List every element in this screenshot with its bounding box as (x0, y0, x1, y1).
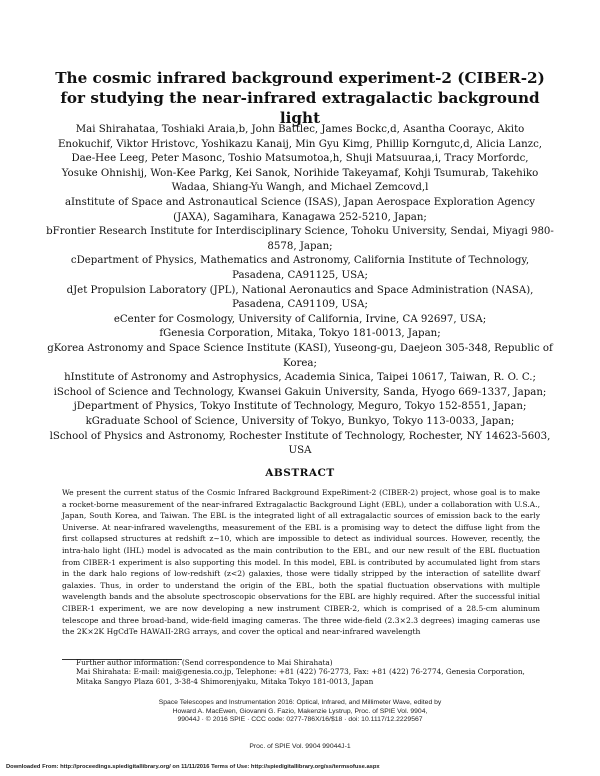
affiliation-f: fGenesia Corporation, Mitaka, Tokyo 181-0013, Japan; (159, 328, 441, 340)
affiliation-c: cDepartment of Physics, Mathematics and Astronomy, California Institute of Technology, Pasadena, CA91125, USA; (70, 255, 530, 281)
affiliation-e: eCenter for Cosmology, University of California, Irvine, CA 92697, USA; (113, 313, 487, 325)
proceedings-line-2: Howard A. MacEwen, Giovanni G. Fazio, Makenzie Lystrup, Proc. of SPIE Vol. 9904, (172, 707, 428, 715)
title-line-2: for studying the near-infrared extragalactic background light (60, 89, 540, 127)
affiliation-b: bFrontier Research Institute for Interdisciplinary Science, Tohoku University, Sendai, Miyagi 980-8578, Japan; (46, 226, 554, 252)
page-number: Proc. of SPIE Vol. 9904 99044J-1 (249, 743, 351, 750)
abstract-body: We present the current status of the Cosmic Infrared Background ExpeRiment-2 (CIBER-2) project, whose goal is to make a rocket-borne measurement of the near-infrared Extragalactic Background Light (EBL), under a collaboration with U.S.A., Japan, South Korea, and Taiwan. The EBL is the integrated light of all extragalactic sources of emission back to the early Universe. At near-infrared wavelengths, measurement of the EBL is a promising way to detect the diffuse light from the first collapsed structures at redshift z~10, which are impossible to detect as individual sources. However, recently, the intra-halo light (IHL) model is advocated as the main contribution to the EBL, and our new result of the EBL fluctuation from CIBER-1 experiment is also supporting this model. In this model, EBL is contributed by accumulated light from stars in the dark halo regions of low-redshift (z<2) galaxies, those were tidally stripped by the interaction of satellite dwarf galaxies. Thus, in order to understand the origin of the EBL, both the spatial fluctuation observations with multiple wavelength bands and the absolute spectroscopic observations for the EBL are highly required. After the successful initial CIBER-1 experiment, we are now developing a new instrument CIBER-2, which is comprised of a 28.5-cm aluminum telescope and three broad-band, wide-field imaging cameras. The three wide-field (2.3×2.3 degrees) imaging cameras use the 2K×2K HgCdTe HAWAII-2RG arrays, and cover the optical and near-infrared wavelength (62, 488, 540, 637)
affiliation-j: jDepartment of Physics, Tokyo Institute of Technology, Meguro, Tokyo 152-8551, Japan; (73, 401, 527, 413)
author-list: Mai Shirahataa, Toshiaki Araia,b, John Battlec, James Bockc,d, Asantha Coorayc, Akito Enokuchif, Viktor Hristovc, Yoshikazu Kanaij, Min Gyu Kimg, Phillip Korngutc,d, Alicia Lanzc, Dae-Hee Leeg, Peter Masonc, Toshio Matsumotoa,h, Shuji Matsuuraa,i, Tracy Morfordc, Yosuke Ohnishij, Won-Kee Parkg, Kei Sanok, Norihide Takeyamaf, Kohji Tsumurab, Takehiko Wadaa, Shiang-Yu Wangh, and Michael Zemcovd,l (57, 124, 543, 193)
affiliation-a: aInstitute of Space and Astronautical Science (ISAS), Japan Aerospace Exploration Agency (JAXA), Sagamihara, Kanagawa 252-5210, Japan; (64, 197, 536, 223)
title-line-1: The cosmic infrared background experiment-2 (CIBER-2) (55, 69, 545, 87)
proceedings-line-1: Space Telescopes and Instrumentation 2016: Optical, Infrared, and Millimeter Wave, edited by (158, 699, 442, 706)
paper-title (40, 68, 560, 128)
affiliation-h: hInstitute of Astronomy and Astrophysics, Academia Sinica, Taipei 10617, Taiwan, R. O. C.; (64, 372, 536, 384)
footnote-author-info: Further author information: (Send correspondence to Mai Shirahata) (76, 658, 333, 667)
download-notice[interactable]: Downloaded From: http://proceedings.spiedigitallibrary.org/ on 11/11/2016 Terms of Use: http://spiedigitallibrary.org/ss/termsofuse.aspx (6, 764, 380, 770)
abstract-heading: ABSTRACT (265, 467, 335, 479)
affiliation-l: lSchool of Physics and Astronomy, Rochester Institute of Technology, Rochester, NY 14623-5603, USA (49, 430, 551, 457)
affiliation-i: iSchool of Science and Technology, Kwansei Gakuin University, Sanda, Hyogo 669-1337, Japan; (53, 386, 547, 398)
affiliation-g: gKorea Astronomy and Space Science Institute (KASI), Yuseong-gu, Daejeon 305-348, Republic of Korea; (47, 342, 553, 369)
proceedings-line-3: 99044J · © 2016 SPIE · CCC code: 0277-786X/16/$18 · doi: 10.1117/12.2229567 (177, 716, 423, 724)
footnote (62, 658, 540, 686)
footnote-contact: Mai Shirahata: E-mail: mai@genesia.co.jp, Telephone: +81 (422) 76-2773, Fax: +81 (422) 76-2774, Genesia Corporation, Mitaka Sangyo Plaza 601, 3-38-4 Shimorenjyaku, Mitaka Tokyo 181-0013, Japan (76, 667, 525, 686)
affiliation-d: dJet Propulsion Laboratory (JPL), National Aeronautics and Space Administration (NASA), Pasadena, CA91109, USA; (66, 284, 534, 311)
affiliation-k: kGraduate School of Science, University of Tokyo, Bunkyo, Tokyo 113-0033, Japan; (85, 415, 515, 427)
proceedings-citation (150, 699, 450, 725)
affiliation-list (45, 196, 555, 459)
